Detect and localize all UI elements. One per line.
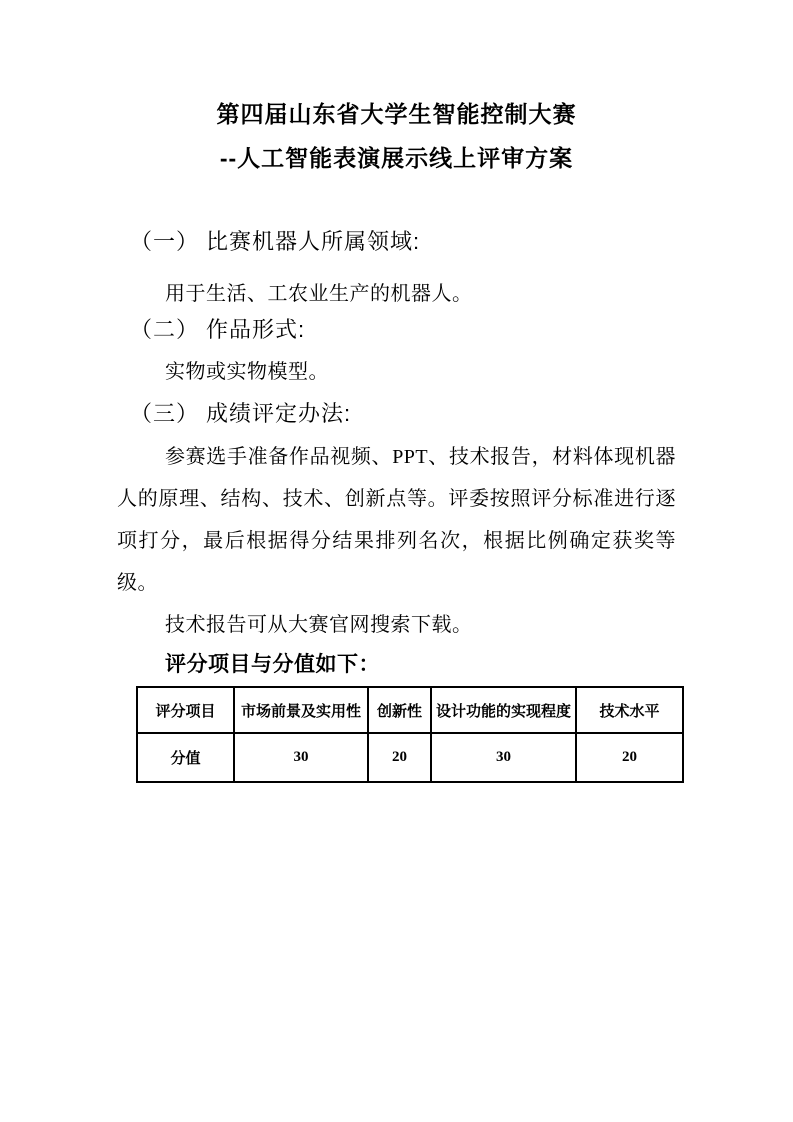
section-2-body: 实物或实物模型。 bbox=[165, 361, 329, 383]
section-1-title: 比赛机器人所属领域: bbox=[206, 229, 421, 254]
score-table-header-tech: 技术水平 bbox=[576, 687, 683, 733]
score-table bbox=[136, 686, 684, 783]
section-3-heading bbox=[117, 398, 676, 430]
score-table-header-innovation: 创新性 bbox=[368, 687, 431, 733]
score-table-row-label: 分值 bbox=[137, 733, 234, 782]
section-2-heading bbox=[117, 314, 676, 346]
section-3-paragraph-1: 参赛选手准备作品视频、PPT、技术报告，材料体现机器人的原理、结构、技术、创新点等。评委按照评分标准进行逐项打分，最后根据得分结果排列名次，根据比例确定获奖等级。 bbox=[117, 446, 676, 594]
score-value-tech: 20 bbox=[576, 733, 683, 782]
score-table-caption: 评分项目与分值如下： bbox=[165, 652, 380, 676]
section-2-number: （二） bbox=[130, 317, 200, 342]
section-3-paragraph-2: 技术报告可从大赛官网搜索下载。 bbox=[165, 614, 473, 636]
doc-title-line2: --人工智能表演展示线上评审方案 bbox=[219, 145, 574, 171]
score-table-header-function: 设计功能的实现程度 bbox=[431, 687, 576, 733]
section-1-number: （一） bbox=[130, 229, 200, 254]
score-table-value-row bbox=[137, 733, 683, 782]
score-value-innovation: 20 bbox=[368, 733, 431, 782]
score-value-function: 30 bbox=[431, 733, 576, 782]
section-1-heading bbox=[117, 226, 676, 258]
section-3-number: （三） bbox=[130, 401, 200, 426]
section-3-title: 成绩评定办法: bbox=[206, 401, 352, 426]
score-value-market: 30 bbox=[234, 733, 368, 782]
score-table-header-market: 市场前景及实用性 bbox=[234, 687, 368, 733]
section-1-body: 用于生活、工农业生产的机器人。 bbox=[165, 283, 473, 305]
doc-title-line1: 第四届山东省大学生智能控制大赛 bbox=[216, 101, 577, 127]
score-table-header-item: 评分项目 bbox=[137, 687, 234, 733]
section-2-title: 作品形式: bbox=[206, 317, 306, 342]
score-table-header-row bbox=[137, 687, 683, 733]
